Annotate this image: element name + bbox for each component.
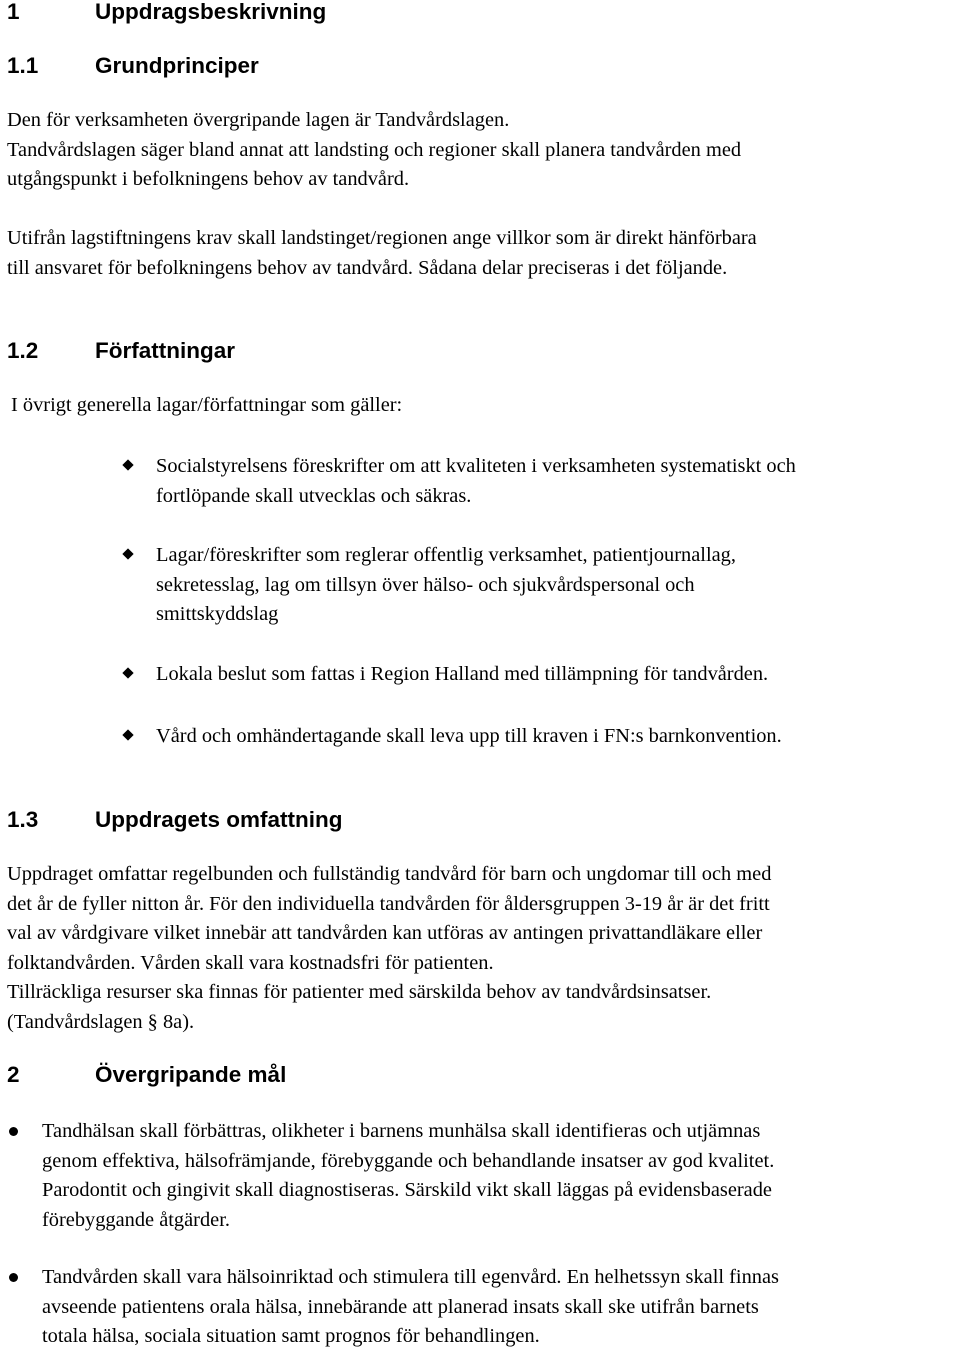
heading-number: 1.2 (7, 338, 39, 363)
list-item-line: genom effektiva, hälsofrämjande, förebyggande och behandlande insatser av god kvalitet. (42, 1149, 775, 1172)
list-item-line: förebyggande åtgärder. (42, 1208, 230, 1231)
heading-title: Övergripande mål (95, 1062, 287, 1087)
list-item-line: Lagar/föreskrifter som reglerar offentlig verksamhet, patientjournallag, (156, 544, 736, 566)
diamond-bullet-icon (122, 459, 133, 470)
diamond-bullet-icon (122, 667, 133, 678)
list-item-line: Lokala beslut som fattas i Region Halland med tillämpning för tandvården. (156, 663, 769, 685)
paragraph-line: folktandvården. Vården skall vara kostnadsfri för patienten. (7, 951, 494, 974)
paragraph-line: I övrigt generella lagar/författningar som gäller: (11, 394, 403, 416)
paragraph-line: Utifrån lagstiftningens krav skall landstinget/regionen ange villkor som är direkt hänförbara (7, 227, 757, 249)
list-item-line: totala hälsa, sociala situation samt prognos för behandlingen. (42, 1325, 540, 1348)
list-item-line: fortlöpande skall utvecklas och säkras. (156, 484, 472, 507)
list-item-line: avseende patientens orala hälsa, innebärande att planerad insats skall ske utifrån barnets (42, 1295, 759, 1318)
bullet-dot-icon (9, 1273, 18, 1282)
list-item (156, 452, 796, 511)
list-item (42, 1263, 779, 1352)
list-item (42, 1117, 774, 1235)
list-item-line: smittskyddslag (156, 603, 279, 626)
heading-number: 2 (7, 1062, 20, 1087)
list-item-line: Vård och omhändertagande skall leva upp till kraven i FN:s barnkonvention. (156, 725, 782, 747)
heading-title: Uppdragets omfattning (95, 807, 343, 832)
list-item (156, 660, 768, 690)
heading-title: Uppdragsbeskrivning (95, 0, 327, 24)
heading-number: 1.3 (7, 807, 39, 832)
list-item-line: Tandhälsan skall förbättras, olikheter i barnens munhälsa skall identifieras och utjämnas (42, 1120, 761, 1142)
diamond-bullet-icon (122, 548, 133, 559)
list-item-line: Socialstyrelsens föreskrifter om att kvaliteten i verksamheten systematiskt och (156, 455, 796, 477)
list-item (156, 541, 736, 630)
paragraph-uppdrag (7, 860, 771, 1038)
heading-title: Författningar (95, 338, 235, 363)
paragraph-villkor (7, 224, 757, 283)
paragraph-line: Tandvårdslagen säger bland annat att landsting och regioner skall planera tandvården med (7, 138, 742, 161)
paragraph-line: (Tandvårdslagen § 8a). (7, 1010, 195, 1033)
bullet-dot-icon (9, 1127, 18, 1136)
list-item (156, 722, 782, 752)
list-item-line: Tandvården skall vara hälsoinriktad och stimulera till egenvård. En helhetssyn skall finnas (42, 1266, 779, 1288)
paragraph-line: till ansvaret för befolkningens behov av tandvård. Sådana delar preciseras i det följande. (7, 256, 728, 279)
paragraph-line: Den för verksamheten övergripande lagen är Tandvårdslagen. (7, 109, 510, 131)
diamond-bullet-icon (122, 729, 133, 740)
heading-title: Grundprinciper (95, 53, 259, 78)
paragraph-tandvardslagen (7, 106, 741, 195)
list-item-line: Parodontit och gingivit skall diagnostiseras. Särskild vikt skall läggas på evidensbaserade (42, 1179, 772, 1202)
heading-number: 1 (7, 0, 20, 24)
heading-number: 1.1 (7, 53, 39, 78)
paragraph-line: Uppdraget omfattar regelbunden och fullständig tandvård för barn och ungdomar till och med (7, 863, 772, 885)
paragraph-forfattningar-intro (11, 391, 402, 421)
paragraph-line: det år de fyller nitton år. För den individuella tandvården för åldersgruppen 3-19 år är det fritt (7, 892, 770, 915)
list-item-line: sekretesslag, lag om tillsyn över hälso- och sjukvårdspersonal och (156, 573, 695, 596)
paragraph-line: Tillräckliga resurser ska finnas för patienter med särskilda behov av tandvårdsinsatser. (7, 981, 712, 1004)
paragraph-line: utgångspunkt i befolkningens behov av tandvård. (7, 168, 410, 191)
paragraph-line: val av vårdgivare vilket innebär att tandvården kan utföras av antingen privattandläkare eller (7, 922, 763, 945)
